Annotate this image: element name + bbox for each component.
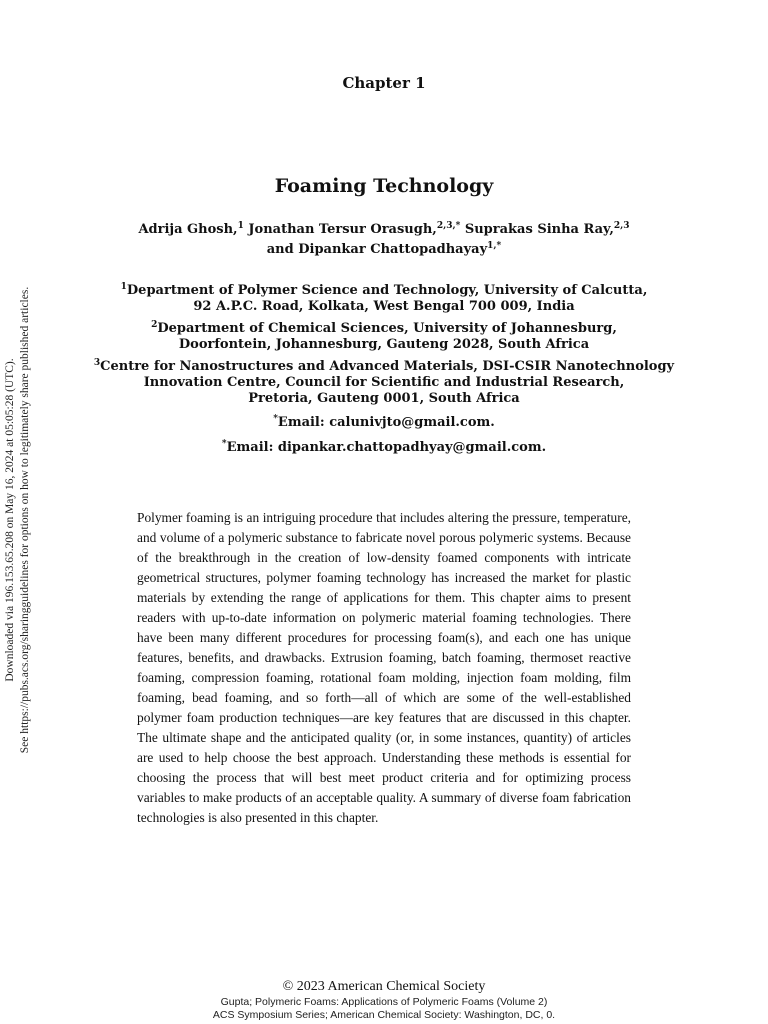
chapter-label: Chapter 1 (342, 74, 426, 92)
copyright-line: © 2023 American Chemical Society (282, 979, 486, 994)
download-notice-line1: Downloaded via 196.153.65.208 on May 16, 2024 at 05:05:28 (UTC). (4, 358, 16, 682)
affiliation-line: 92 A.P.C. Road, Kolkata, West Bengal 700 009, India (193, 299, 575, 314)
affiliation-2 (0, 321, 768, 353)
affiliation-line: Doorfontein, Johannesburg, Gauteng 2028, South Africa (178, 337, 590, 352)
chapter-title: Foaming Technology (274, 175, 494, 197)
email-text: Email: dipankar.chattopadhyay@gmail.com. (226, 440, 547, 455)
author-affiliation-mark: 2,3,* (436, 221, 461, 231)
author-affiliation-mark: 1,* (487, 241, 502, 251)
affiliation-1 (0, 283, 768, 315)
affiliation-line: Innovation Centre, Council for Scientific and Industrial Research, (143, 375, 625, 390)
email-text: Email: calunivjto@gmail.com. (277, 415, 495, 430)
abstract-paragraph: Polymer foaming is an intriguing procedure that includes altering the pressure, temperature, and volume of a polymeric substance to fabricate novel porous polymeric systems. Because of the breakthrough in the creation of low-density foamed components with intricate geometrical structures, polymer foaming technology has increased the market for plastic materials by extending the range of applications for them. This chapter aims to present readers with up-to-date information on polymeric material foaming technologies. There have been many different procedures for processing foam(s), and each one has unique features, benefits, and drawbacks. Extrusion foaming, batch foaming, thermoset reactive foaming, compression foaming, rotational foam molding, injection foam molding, film foaming, bead foaming, and so forth—all of which are some of the well-established polymer foam production techniques—are key features that are discussed in this chapter. The ultimate shape and the anticipated quality (or, in some instances, quantity) of articles are used to help choose the best approach. Understanding these methods is essential for choosing the process that will best meet product criteria and for optimizing process variables to make products of an acceptable quality. A summary of diverse foam fabrication technologies is also presented in this chapter. (137, 510, 631, 825)
author-name: and Dipankar Chattopadhayay (266, 242, 488, 257)
citation-line-2: ACS Symposium Series; American Chemical Society: Washington, DC, 0. (212, 1009, 556, 1021)
author-list (0, 220, 768, 260)
citation-line-1: Gupta; Polymeric Foams: Applications of Polymeric Foams (Volume 2) (220, 996, 548, 1008)
author-affiliation-mark: 2,3 (613, 221, 630, 231)
affiliation-number: 3 (93, 358, 101, 368)
affiliation-number: 2 (151, 320, 158, 330)
author-affiliation-mark: 1 (237, 221, 244, 231)
email-2 (0, 440, 768, 455)
affiliation-line: Department of Polymer Science and Technology, University of Calcutta, (126, 283, 648, 298)
author-name: Adrija Ghosh, (138, 222, 238, 237)
affiliation-line: Department of Chemical Sciences, University of Johannesburg, (157, 321, 617, 336)
email-1 (0, 415, 768, 430)
author-name: Suprakas Sinha Ray, (464, 222, 614, 237)
corresponding-mark: * (273, 414, 278, 424)
author-name: Jonathan Tersur Orasugh, (248, 222, 437, 237)
affiliation-line: Centre for Nanostructures and Advanced Materials, DSI-CSIR Nanotechnology (100, 359, 675, 374)
affiliation-number: 1 (120, 282, 127, 292)
affiliation-3 (0, 359, 768, 407)
download-notice-line2: See https://pubs.acs.org/sharingguidelines for options on how to legitimately share published articles. (19, 286, 31, 754)
affiliation-line: Pretoria, Gauteng 0001, South Africa (248, 391, 520, 406)
corresponding-mark: * (221, 439, 227, 449)
